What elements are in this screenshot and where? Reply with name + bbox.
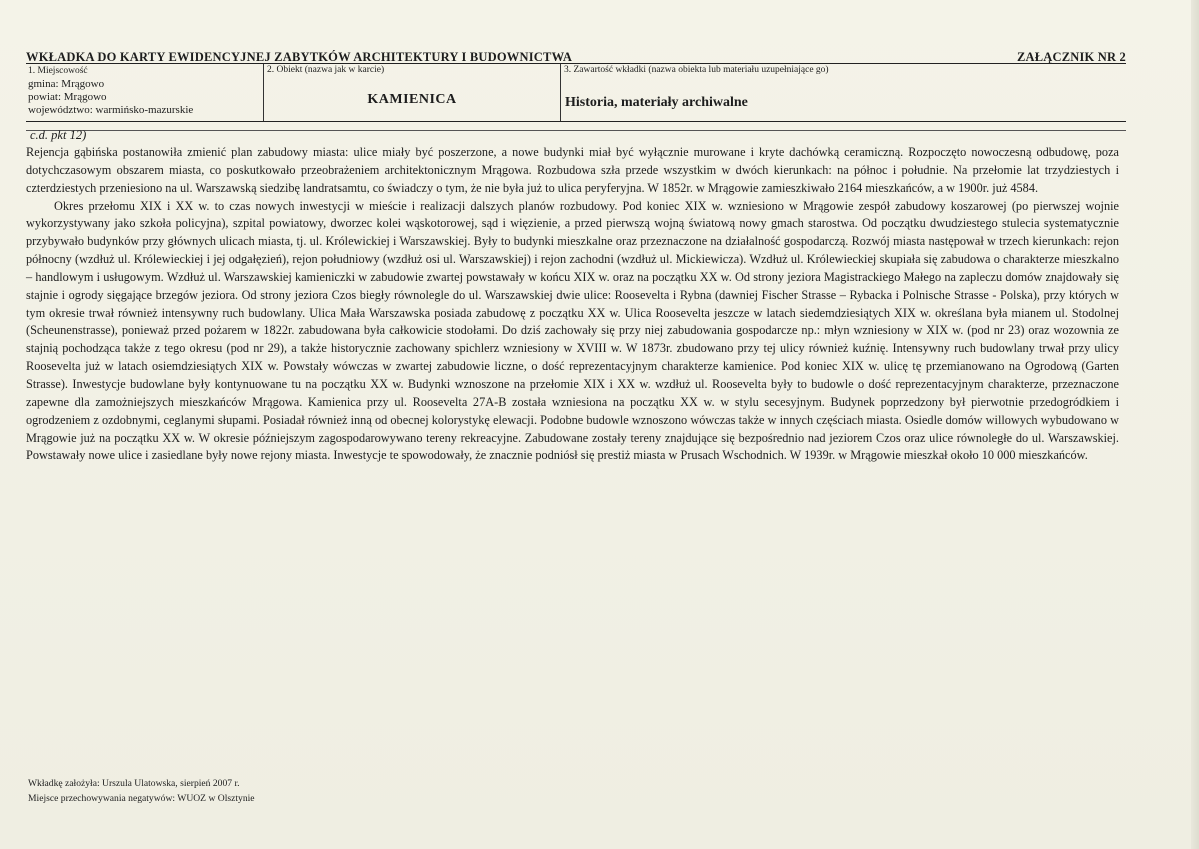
province-value: województwo: warmińsko-mazurskie: [28, 104, 194, 116]
author-line: Wkładkę założyła: Urszula Ulatowska, sierpień 2007 r.: [28, 778, 240, 789]
paper-edge: [1191, 0, 1199, 849]
storage-line: Miejsce przechowywania negatywów: WUOZ w Olsztynie: [28, 792, 255, 804]
content-label: 3. Zawartość wkładki (nazwa obiekta lub materiału uzupełniające go): [564, 65, 829, 75]
location-cell: [26, 64, 264, 121]
paragraph-1: Rejencja gąbińska postanowiła zmienić plan zabudowy miasta: ulice miały być poszerzone, a nowe budynki miał być wyłącznie murowane i kryte dachówką ceramiczną. Rozpoczęto nowoczesną odbudowę, poza dotychczasowym obszarem miasta, co poskutkowało przeobrażeniem architektonicznym Mrągowa. Rozbudowa szła przede wszystkim w dwóch kierunkach: na północ i południe. Na przełomie lat trzydziestych i czterdziestych przeniesiono na ul. Warszawską siedzibę landratsamtu, co świadczy o tym, że nie była już to ulica peryferyjna. W 1852r. w Mrągowie zamieszkiwało 2164 mieszkańców, a w 1900r. już 4584.: [26, 145, 1119, 195]
object-label: 2. Obiekt (nazwa jak w karcie): [267, 65, 385, 75]
object-value: KAMIENICA: [367, 92, 457, 107]
form-footer: [28, 777, 255, 806]
section-divider: [26, 130, 1126, 131]
county-value: powiat: Mrągowo: [28, 91, 107, 103]
object-cell: [264, 64, 561, 121]
metadata-table: [26, 63, 1126, 122]
location-label: 1. Miejscowość: [28, 66, 88, 76]
paragraph-2: Okres przełomu XIX i XX w. to czas nowych inwestycji w mieście i realizacji dalszych planów rozbudowy. Pod koniec XIX w. wzniesiono w Mrągowie zespół zabudowy koszarowej (po pierwszej wojnie wykorzystywany jako szkoła policyjna), szpital powiatowy, dworzec kolei wąskotorowej, sąd i więzienie, a przed pierwszą wojną światową nowy gmach starostwa. Od początku dwudziestego stulecia systematycznie przybywało budynków przy głównych ulicach miasta, tj. ul. Królewickiej i Warszawskiej. Były to budynki mieszkalne oraz przeznaczone na działalność gospodarczą. Rozwój miasta następował w trzech kierunkach: rejon północny (wzdłuż ul. Królewieckiej i jej odgałęzień), rejon południowy (wzdłuż osi ul. Warszawskiej) i rejon zachodni (wzdłuż ul. Mickiewicza). Wzdłuż ul. Królewieckiej skupiała się zabudowa o charakterze mieszkalno – handlowym i usługowym. Wzdłuż ul. Warszawskiej kamieniczki w zabudowie zwartej powstawały w końcu XIX w. oraz na początku XX w. Od strony jeziora Magistrackiego Małego na zapleczu domów znajdowały się stajnie i ogrody sięgające brzegów jeziora. Od strony jeziora Czos biegły równolegle do ul. Warszawskiej dwie ulice: Roosevelta i Rybna (dawniej Fischer Strasse – Rybacka i Polnische Strasse - Polska), przy których w tym okresie trwał również intensywny ruch budowlany. Ulica Mała Warszawska posiada zabudowę z początku XX w. Ulica Roosevelta jeszcze w latach siedemdziesiątych XIX w. określana była mianem ul. Stodolnej (Scheunenstrasse), ponieważ przed pożarem w 1822r. zabudowana była całkowicie stodołami. Do dziś zachowały się przy niej zabudowania gospodarcze np.: młyn wzniesiony w XIX w. (pod nr 23) oraz wozownia ze stajnią pochodząca także z tego okresu (pod nr 29), a także historycznie zachowany spichlerz wzniesiony w XVIII w. W 1873r. zbudowano przy tej ulicy również kuźnię. Intensywny ruch budowlany trwał przy ulicy Roosevelta już w latach osiemdziesiątych XIX w. Powstały wówczas w zwartej zabudowie liczne, o dość reprezentacyjnym charakterze kamienice. Pod koniec XIX w. ulicę tę przemianowano na Ogrodową (Garten Strasse). Inwestycje budowlane były kontynuowane tu na początku XX w. Budynki wznoszone na przełomie XIX i XX w. wzdłuż ul. Roosevelta były to budowle o dość reprezentacyjnym charakterze, przeznaczone zapewne dla zamożniejszych mieszkańców Mrągowa. Kamienica przy ul. Roosevelta 27A-B została wzniesiona na początku XX w. w stylu secesyjnym. Budynek poprzedzony był pierwotnie przedogródkiem i ogrodzeniem z ozdobnymi, ceglanymi słupami. Posiadał również inną od obecnej kolorystykę elewacji. Podobne budowle wznoszono wówczas także w innych częściach miasta. Osiedle domów willowych wybudowano w Mrągowie już na początku XX w. W okresie późniejszym zagospodarowywano tereny rekreacyjne. Zabudowane zostały tereny znajdujące się bezpośrednio nad jeziorem Czos oraz ulice równoległe do ul. Warszawskiej. Powstawały nowe ulice i zasiedlane były nowe rejony miasta. Inwestycje te spowodowały, że znacznie podniósł się prestiż miasta w Prusach Wschodnich. W 1939r. w Mrągowie mieszkał około 10 000 mieszkańców.: [26, 198, 1119, 463]
commune-value: gmina: Mrągowo: [28, 78, 105, 90]
attachment-number: ZAŁĄCZNIK NR 2: [1016, 50, 1126, 64]
history-text: [26, 144, 1119, 465]
continuation-label: c.d. pkt 12): [30, 128, 87, 142]
content-cell: [561, 64, 1126, 121]
content-value: Historia, materiały archiwalne: [565, 95, 748, 110]
form-title: WKŁADKA DO KARTY EWIDENCYJNEJ ZABYTKÓW ARCHITEKTURY I BUDOWNICTWA: [26, 50, 573, 64]
